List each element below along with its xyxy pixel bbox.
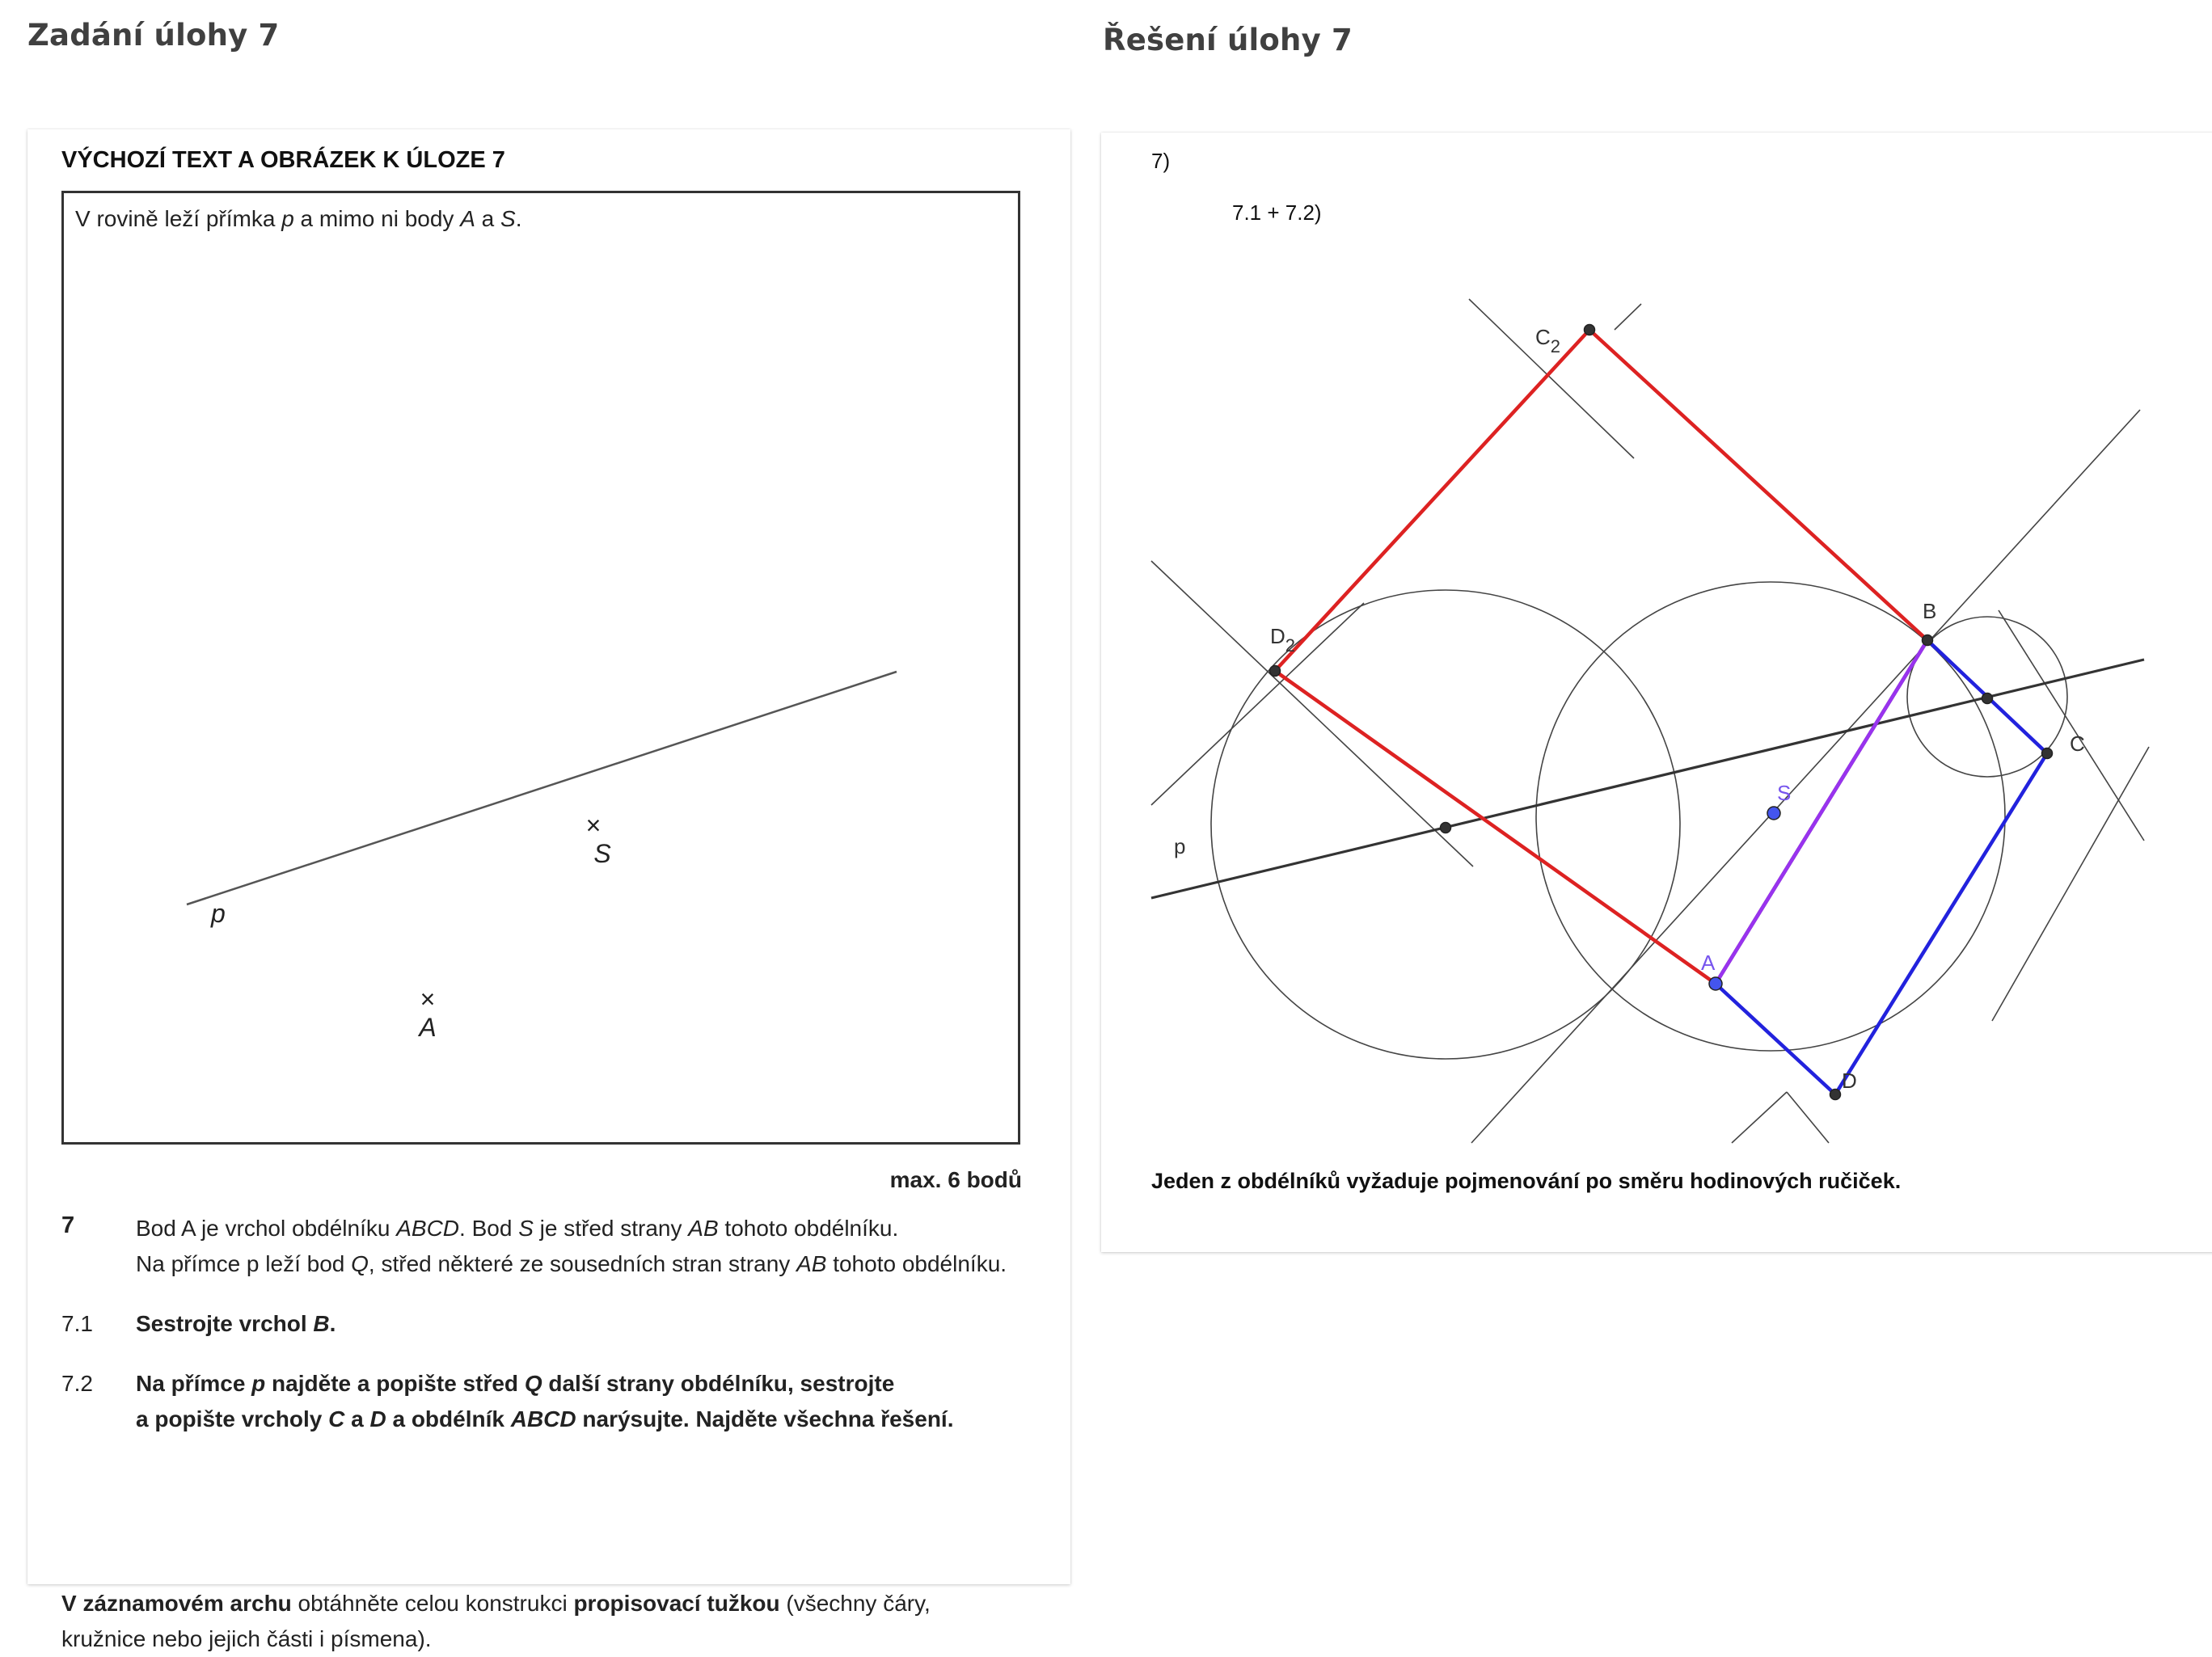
subtask-7-1-text: Sestrojte vrchol B. xyxy=(136,1311,336,1336)
construction-line-bc xyxy=(1999,610,2144,841)
solution-number: 7) xyxy=(1151,149,1171,173)
red-rectangle xyxy=(1275,330,1927,984)
construction-line-d-right xyxy=(1787,1092,1829,1143)
line-p-label: p xyxy=(211,899,226,928)
subtask-7-1-number: 7.1 xyxy=(61,1311,93,1336)
point-s-mark: × xyxy=(585,811,602,840)
point-s xyxy=(1767,807,1780,820)
construction-line-ab xyxy=(1471,410,2140,1143)
point-d2 xyxy=(1270,666,1281,677)
assignment-heading: Zadání úlohy 7 xyxy=(27,18,280,53)
blue-rectangle xyxy=(1716,640,2047,1094)
task-figure xyxy=(61,191,1020,1145)
subtask-7-2-number: 7.2 xyxy=(61,1371,93,1396)
purple-segment-ab xyxy=(1716,640,1927,984)
construction-line-d-left xyxy=(1732,1092,1787,1143)
task-figure-drawing xyxy=(64,193,1018,1142)
construction-line-ad2 xyxy=(1151,561,1473,866)
line-p xyxy=(187,672,897,904)
task-number: 7 xyxy=(61,1212,75,1238)
label-c2: $C_2$ xyxy=(1535,325,1561,356)
point-c xyxy=(2042,748,2053,759)
point-q2 xyxy=(1441,823,1451,833)
solution-heading: Řešení úlohy 7 xyxy=(1103,23,1353,57)
label-d2: $D_2$ xyxy=(1270,624,1296,656)
point-a-label: A xyxy=(419,1013,437,1042)
point-d xyxy=(1830,1090,1841,1100)
label-p: p xyxy=(1174,834,1186,858)
point-a-mark: × xyxy=(420,985,436,1014)
task-line-2: Na přímce p leží bod Q, střed některé ze sousedních stran strany AB tohoto obdélníku. xyxy=(136,1251,1007,1276)
solution-card xyxy=(1101,133,2212,1252)
max-points: max. 6 bodů xyxy=(889,1167,1022,1192)
label-c: C xyxy=(2070,732,2085,756)
task-line-1: Bod A je vrchol obdélníku ABCD. Bod S je střed strany AB tohoto obdélníku. xyxy=(136,1216,899,1241)
solution-subparts: 7.1 + 7.2) xyxy=(1232,200,1322,225)
construction-line-c xyxy=(1992,747,2149,1021)
source-heading: VÝCHOZÍ TEXT A OBRÁZEK K ÚLOZE 7 xyxy=(61,147,505,173)
label-b: B xyxy=(1923,599,1937,623)
point-q xyxy=(1982,694,1993,704)
assignment-card xyxy=(27,129,1070,1651)
solution-line-p xyxy=(1151,660,2144,898)
task-statement xyxy=(136,1211,1049,1282)
construction-line-c2-tick xyxy=(1615,304,1641,330)
label-d: D xyxy=(1842,1069,1857,1093)
subtask-7-2-text: Na přímce p najděte a popište střed Q další strany obdélníku, sestrojte a popište vrcholy C a D a obdélník ABCD narýsujte. Najděte všechna řešení. xyxy=(136,1371,954,1431)
point-c2 xyxy=(1585,325,1595,335)
point-a xyxy=(1709,977,1722,990)
point-b xyxy=(1923,635,1933,646)
label-s: S xyxy=(1777,781,1792,805)
instruction-text: V záznamovém archu obtáhněte celou konstrukci propisovací tužkou (všechny čáry, kružnice nebo jejich části i písmena). xyxy=(61,1591,931,1651)
solution-note: Jeden z obdélníků vyžaduje pojmenování po směru hodinových ručiček. xyxy=(1151,1169,1902,1193)
solution-diagram xyxy=(1101,133,2212,1159)
figure-intro: V rovině leží přímka p a mimo ni body A a S. xyxy=(75,206,522,231)
construction-line-d2 xyxy=(1151,603,1364,805)
point-s-label: S xyxy=(593,839,611,868)
label-a: A xyxy=(1701,951,1716,975)
